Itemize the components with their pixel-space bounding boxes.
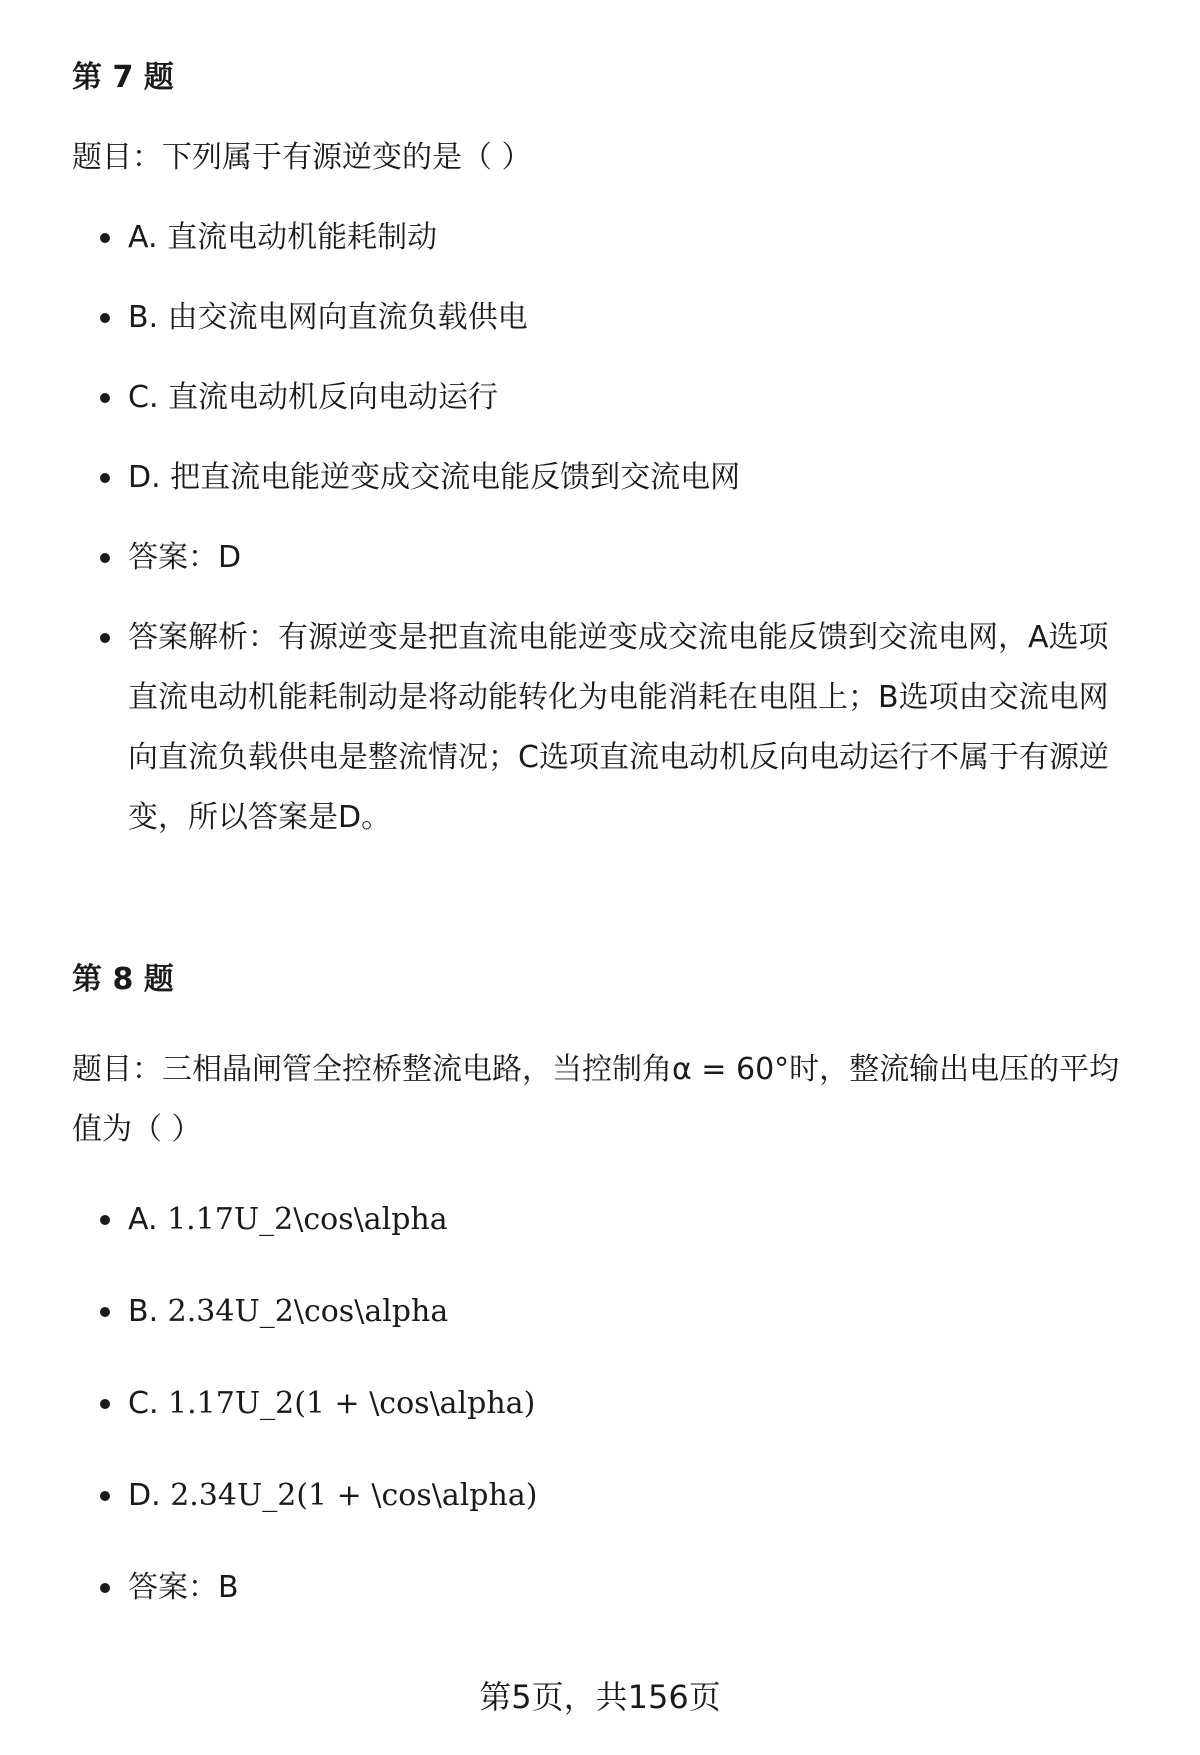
question-8-heading: 第 8 题 (72, 962, 174, 997)
option-label: B. (128, 1294, 159, 1329)
option-formula: 2.34U_2\cos\alpha (167, 1294, 449, 1329)
option-formula: 1.17U_2\cos\alpha (167, 1202, 448, 1237)
question-7-stem: 题目：下列属于有源逆变的是（ ） (72, 140, 532, 175)
question-7-answer: 答案：D (128, 528, 1133, 588)
question-7-option-a: A. 直流电动机能耗制动 (128, 208, 1133, 268)
question-8-option-a (128, 1190, 1133, 1250)
page-number-footer: 第5页，共156页 (479, 1678, 721, 1716)
question-7-heading: 第 7 题 (72, 60, 174, 95)
option-label: A. (128, 1202, 158, 1237)
question-8-answer: 答案：B (128, 1558, 1133, 1618)
question-8-option-c (128, 1374, 1133, 1434)
question-7-option-b: B. 由交流电网向直流负载供电 (128, 288, 1133, 348)
question-7-option-c: C. 直流电动机反向电动运行 (128, 368, 1133, 428)
question-8-option-b (128, 1282, 1133, 1342)
question-8-stem: 题目：三相晶闸管全控桥整流电路，当控制角α = 60°时，整流输出电压的平均值为（ ） (72, 1052, 1120, 1147)
option-label: C. (128, 1386, 159, 1421)
question-8-option-d (128, 1466, 1133, 1526)
question-7-analysis: 答案解析：有源逆变是把直流电能逆变成交流电能反馈到交流电网，A选项直流电动机能耗制动是将动能转化为电能消耗在电阻上；B选项由交流电网向直流负载供电是整流情况；C选项直流电动机反向电动运行不属于有源逆变，所以答案是D。 (128, 608, 1133, 848)
option-label: D. (128, 1478, 161, 1513)
question-7-option-d: D. 把直流电能逆变成交流电能反馈到交流电网 (128, 448, 1133, 508)
option-formula: 2.34U_2(1 + \cos\alpha) (170, 1478, 538, 1513)
option-formula: 1.17U_2(1 + \cos\alpha) (168, 1386, 536, 1421)
